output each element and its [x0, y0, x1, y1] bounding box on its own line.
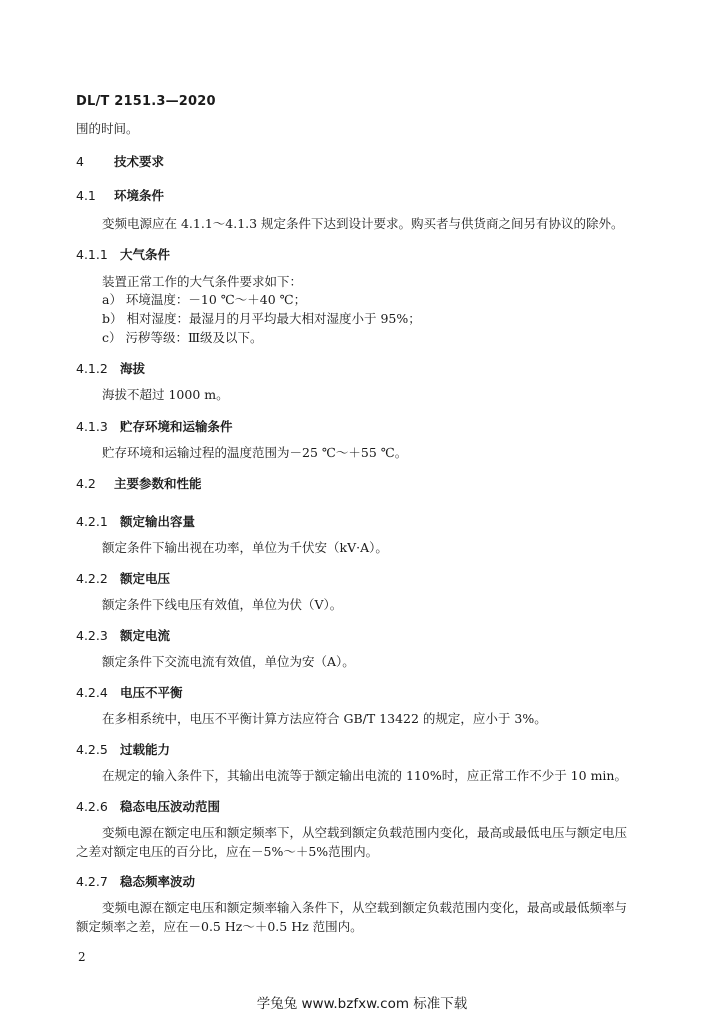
- section-title: 大气条件: [120, 247, 171, 262]
- section-4-2-6-heading: [76, 798, 220, 816]
- paragraph: 额定条件下输出视在功率，单位为千伏安（kV·A）。: [102, 540, 388, 555]
- section-4-1-3-heading: [76, 418, 233, 436]
- section-4-1-2-heading: [76, 360, 145, 378]
- section-number: 4.2.4: [76, 685, 108, 700]
- section-title: 额定电压: [120, 571, 171, 586]
- paragraph-line: 变频电源在额定电压和额定频率输入条件下，从空载到额定负载范围内变化，最高或最低频率与: [102, 900, 628, 915]
- section-title: 电压不平衡: [120, 685, 183, 700]
- section-4-2-3-heading: [76, 627, 170, 645]
- paragraph-line: 额定频率之差，应在－0.5 Hz～＋0.5 Hz 范围内。: [76, 919, 363, 934]
- section-4-2-5-heading: [76, 741, 170, 759]
- section-title: 稳态频率波动: [120, 874, 196, 889]
- section-number: 4.1: [76, 188, 96, 203]
- section-number: 4.2.7: [76, 874, 108, 889]
- section-title: 技术要求: [114, 154, 165, 169]
- section-title: 额定输出容量: [120, 514, 196, 529]
- paragraph: 贮存环境和运输过程的温度范围为－25 ℃～＋55 ℃。: [102, 445, 408, 460]
- paragraph: 在多相系统中，电压不平衡计算方法应符合 GB/T 13422 的规定，应小于 3%。: [102, 711, 547, 726]
- section-4-heading: [76, 153, 164, 171]
- section-number: 4.2.3: [76, 628, 108, 643]
- section-number: 4.1.2: [76, 361, 108, 376]
- section-number: 4.1.3: [76, 419, 108, 434]
- section-4-2-2-heading: [76, 570, 170, 588]
- paragraph: 额定条件下线电压有效值，单位为伏（V）。: [102, 597, 343, 612]
- paragraph-line: 之差对额定电压的百分比，应在－5%～＋5%范围内。: [76, 844, 379, 859]
- section-number: 4.2.2: [76, 571, 108, 586]
- section-number: 4.2: [76, 476, 96, 491]
- section-number: 4.2.5: [76, 742, 108, 757]
- section-4-1-1-heading: [76, 246, 170, 264]
- section-title: 主要参数和性能: [114, 476, 202, 491]
- section-title: 过载能力: [120, 742, 171, 757]
- section-title: 额定电流: [120, 628, 171, 643]
- continued-text: 围的时间。: [76, 121, 139, 136]
- paragraph: 变频电源应在 4.1.1～4.1.3 规定条件下达到设计要求。购买者与供货商之间另有协议的除外。: [102, 216, 624, 231]
- section-number: 4.2.6: [76, 799, 108, 814]
- footer-watermark: 学兔兔 www.bzfxw.com 标准下载: [256, 996, 468, 1012]
- paragraph: 海拔不超过 1000 m。: [102, 387, 229, 402]
- section-4-2-1-heading: [76, 513, 195, 531]
- section-4-1-heading: [76, 187, 164, 205]
- section-4-2-4-heading: [76, 684, 183, 702]
- list-item: a） 环境温度：－10 ℃～＋40 ℃；: [102, 292, 307, 307]
- section-number: 4: [76, 154, 84, 169]
- section-title: 海拔: [120, 361, 146, 376]
- paragraph: 在规定的输入条件下，其输出电流等于额定输出电流的 110%时，应正常工作不少于 10 min。: [102, 768, 627, 783]
- section-title: 环境条件: [114, 188, 165, 203]
- paragraph: 装置正常工作的大气条件要求如下：: [102, 274, 303, 289]
- section-title: 贮存环境和运输条件: [120, 419, 233, 434]
- section-number: 4.1.1: [76, 247, 108, 262]
- paragraph-line: 变频电源在额定电压和额定频率下，从空载到额定负载范围内变化，最高或最低电压与额定电压: [102, 825, 628, 840]
- section-4-2-heading: [76, 475, 202, 493]
- page-number: 2: [78, 950, 86, 964]
- list-item: c） 污秽等级：Ⅲ级及以下。: [102, 330, 263, 345]
- section-number: 4.2.1: [76, 514, 108, 529]
- paragraph: 额定条件下交流电流有效值，单位为安（A）。: [102, 654, 355, 669]
- section-4-2-7-heading: [76, 873, 195, 891]
- section-title: 稳态电压波动范围: [120, 799, 221, 814]
- standard-code: DL/T 2151.3—2020: [76, 94, 216, 109]
- list-item: b） 相对湿度：最湿月的月平均最大相对湿度小于 95%；: [102, 311, 421, 326]
